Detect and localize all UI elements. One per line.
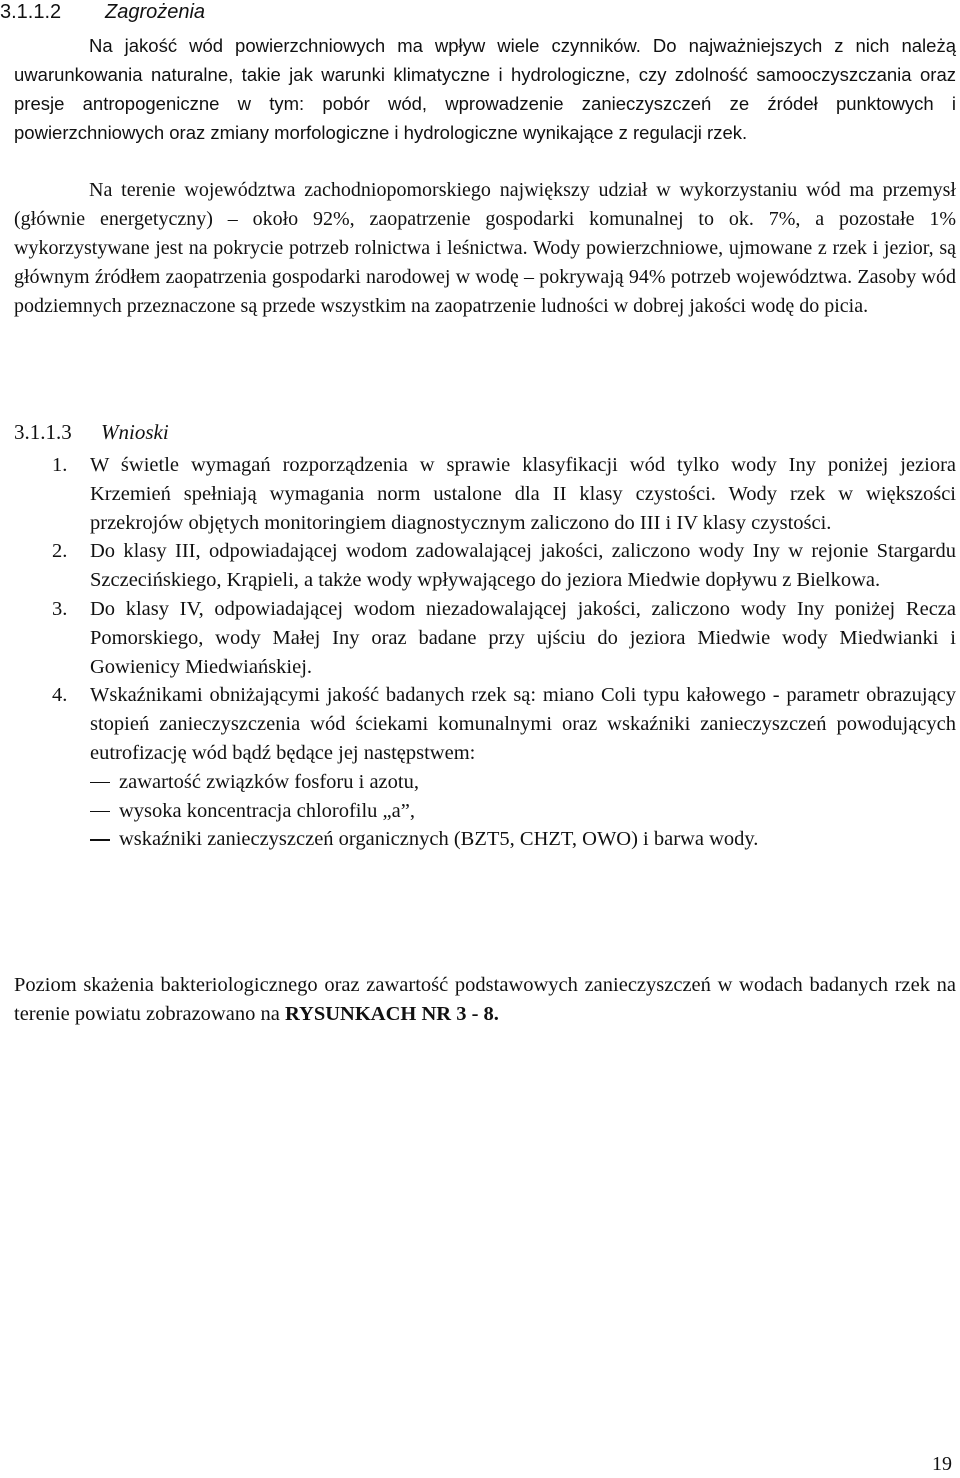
sublist-item	[90, 825, 956, 854]
sublist-item-text: wysoka koncentracja chlorofilu „a”,	[119, 799, 415, 822]
list-item-text: Wskaźnikami obniżającymi jakość badanych rzek są: miano Coli typu kałowego - parametr obrazujący stopień zanieczyszczenia wód ściekami komunalnymi oraz wskaźniki zanieczyszczeń powodujących eutrofizację wód bądź będące jej następstwem:	[90, 684, 956, 764]
list-item-number: 2.	[52, 540, 68, 563]
closing-text: Poziom skażenia bakteriologicznego oraz zawartość podstawowych zanieczyszczeń w wodach badanych rzek na terenie powiatu zobrazowano na	[14, 974, 956, 1025]
list-item-number: 3.	[52, 597, 68, 620]
sublist-item-text: zawartość związków fosforu i azotu,	[119, 770, 419, 793]
sublist-item-text: wskaźniki zanieczyszczeń organicznych (BZT5, CHZT, OWO) i barwa wody.	[119, 828, 759, 851]
list-item	[14, 537, 956, 595]
list-item-text: Do klasy IV, odpowiadającej wodom niezadowalającej jakości, zaliczono wody Iny poniżej Recza Pomorskiego, wody Małej Iny oraz badane przy ujściu do jeziora Miedwie wody Miedwianki i Gowienicy Miedwiańskiej.	[90, 597, 956, 678]
conclusions-list	[14, 451, 956, 854]
section-heading-wnioski	[14, 420, 169, 444]
section-title: Zagrożenia	[105, 1, 206, 23]
page-number: 19	[932, 1453, 952, 1475]
paragraph-water-quality-factors: Na jakość wód powierzchniowych ma wpływ wiele czynników. Do najważniejszych z nich należą uwarunkowania naturalne, takie jak warunki klimatyczne i hydrologiczne, czy zdolność samooczyszczania oraz presje antropogeniczne w tym: pobór wód, wprowadzenie zanieczyszczeń ze źródeł punktowych i powierzchniowych oraz zmiany morfologiczne i hydrologiczne wynikające z regulacji rzek.	[14, 35, 956, 143]
sublist-item	[90, 797, 956, 826]
dash-bullet	[90, 782, 110, 784]
list-item-text: Do klasy III, odpowiadającej wodom zadowalającej jakości, zaliczono wody Iny w rejonie Stargardu Szczecińskiego, Krąpieli, a także wody wpływającego do jeziora Miedwie dopływu z Bielkowa.	[90, 540, 956, 592]
section-number: 3.1.1.3	[14, 420, 72, 444]
list-item	[14, 681, 956, 854]
list-item-number: 1.	[52, 454, 68, 476]
list-item	[14, 451, 956, 537]
closing-paragraph	[14, 971, 956, 1029]
figure-reference: RYSUNKACH NR 3 - 8.	[284, 1003, 499, 1025]
dash-bullet	[90, 811, 110, 813]
paragraph-water-usage: Na terenie województwa zachodniopomorskiego największy udział w wykorzystaniu wód ma przemysł (głównie energetyczny) – około 92%, zaopatrzenie gospodarki komunalnej to ok. 7%, a pozostałe 1% wykorzystywane jest na pokrycie potrzeb rolnictwa i leśnictwa. Wody powierzchniowe, ujmowane z rzek i jezior, są głównym źródłem zaopatrzenia gospodarki narodowej w wodę – pokrywają 94% potrzeb województwa. Zasoby wód podziemnych przeznaczone są przede wszystkim na zaopatrzenie ludności w dobrej jakości wodę do picia.	[14, 179, 956, 317]
section-number: 3.1.1.2	[0, 1, 62, 23]
list-item-text: W świetle wymagań rozporządzenia w sprawie klasyfikacji wód tylko wody Iny poniżej jeziora Krzemień spełniają wymagania norm ustalone dla II klasy czystości. Wody rzek w większości przekrojów objętych monitoringiem diagnostycznym zaliczono do III i IV klasy czystości.	[90, 454, 956, 534]
dash-bullet	[90, 839, 110, 841]
section-title: Wnioski	[101, 420, 169, 444]
sublist-item	[90, 768, 956, 797]
list-item	[14, 595, 956, 681]
section-heading-zagrozenia	[0, 0, 205, 24]
indicator-sublist	[90, 768, 956, 854]
list-item-number: 4.	[52, 684, 68, 707]
